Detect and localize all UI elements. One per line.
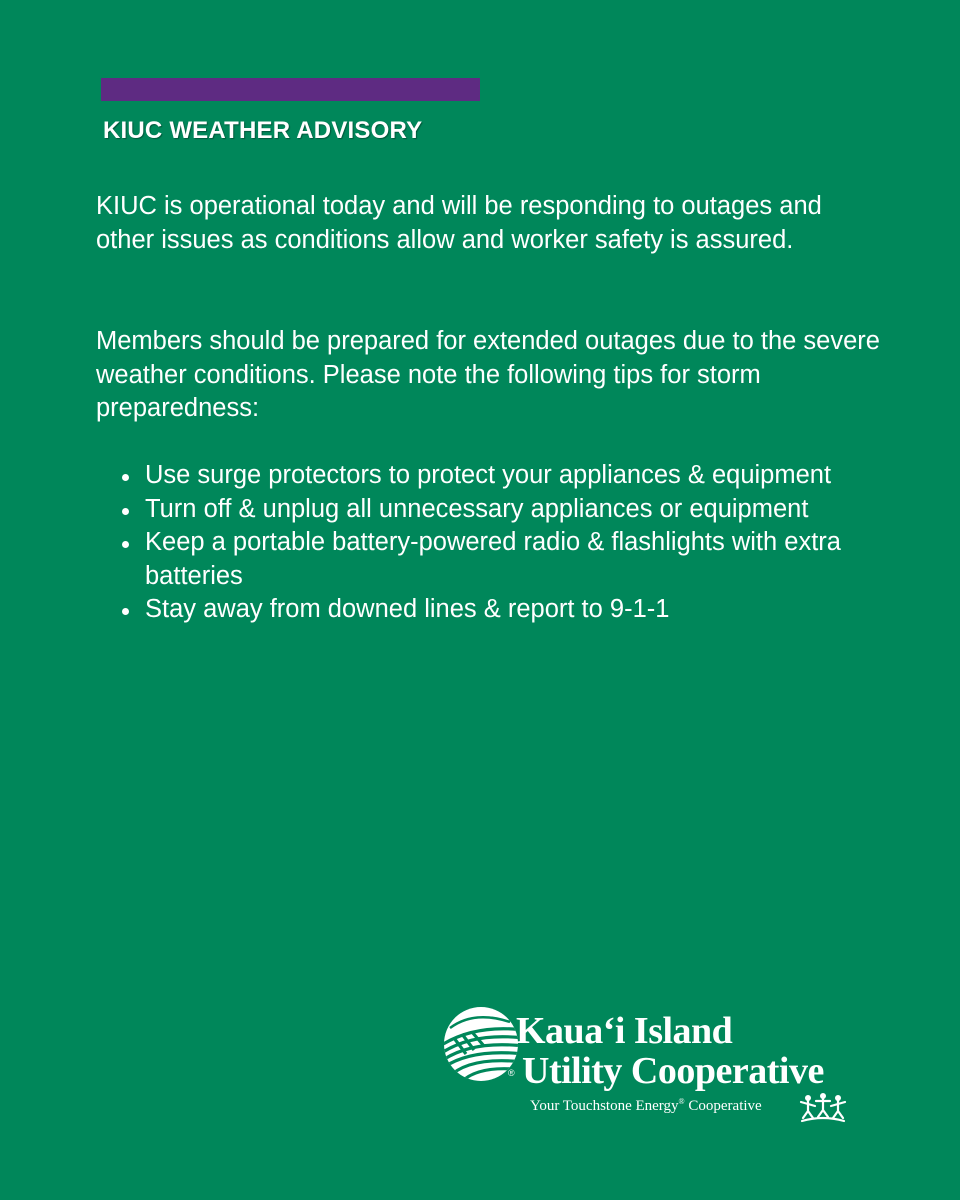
touchstone-energy-people-icon xyxy=(798,1092,848,1124)
list-item xyxy=(96,526,886,593)
tip-text: Stay away from downed lines & report to 9-1-1 xyxy=(145,595,670,623)
list-item xyxy=(96,593,886,627)
operational-paragraph: KIUC is operational today and will be responding to outages and other issues as conditions allow and worker safety is assured. xyxy=(96,192,822,254)
tagline-text: Your Touchstone Energy xyxy=(530,1098,679,1114)
bullet-icon xyxy=(122,608,129,615)
tagline-suffix: Cooperative xyxy=(684,1098,762,1114)
accent-bar xyxy=(101,78,480,101)
tips-list xyxy=(96,459,886,627)
tagline xyxy=(530,1097,762,1115)
bullet-icon xyxy=(122,508,129,515)
list-item xyxy=(96,459,886,493)
tagline-registered: ® xyxy=(678,1097,685,1106)
registered-mark: ® xyxy=(508,1068,515,1078)
advisory-title: KIUC WEATHER ADVISORY xyxy=(103,117,423,144)
brand-name-line-1: Kauaʻi Island xyxy=(516,1010,733,1052)
bullet-icon xyxy=(122,541,129,548)
kiuc-logo xyxy=(444,1006,874,1126)
list-item xyxy=(96,493,886,527)
tip-text: Turn off & unplug all unnecessary appliances or equipment xyxy=(145,494,809,523)
brand-name-line-2: Utility Cooperative xyxy=(522,1050,824,1092)
bullet-icon xyxy=(122,474,129,481)
tip-text: Use surge protectors to protect your appliances & equipment xyxy=(145,461,832,489)
tip-text: Keep a portable battery-powered radio & flashlights with extra batteries xyxy=(145,528,841,590)
preparedness-paragraph: Members should be prepared for extended outages due to the severe weather conditions. Please note the following tips for storm preparedness: xyxy=(96,327,880,422)
